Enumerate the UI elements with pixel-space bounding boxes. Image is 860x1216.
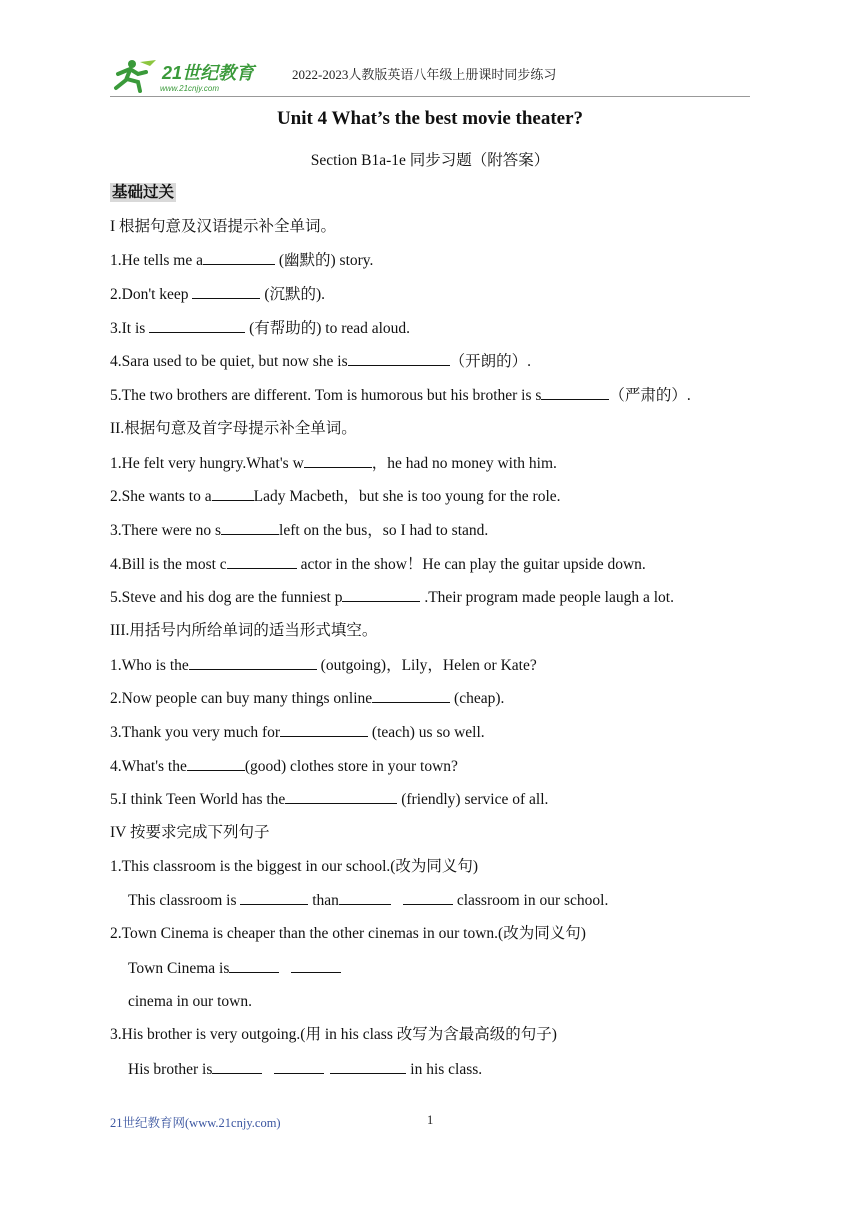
question-2-4: 4.Bill is the most c actor in the show！He can play the guitar upside down. xyxy=(110,552,760,586)
answer-blank xyxy=(403,888,453,905)
logo-text: 21世纪教育 xyxy=(162,63,255,83)
answer-blank xyxy=(212,1057,262,1074)
question-3-4: 4.What's the (good) clothes store in your town? xyxy=(110,754,760,788)
answer-blank xyxy=(372,686,450,703)
answer-blank xyxy=(285,787,397,804)
question-4-3-answer: His brother is in his class. xyxy=(110,1057,760,1091)
answer-blank xyxy=(274,1057,324,1074)
answer-blank xyxy=(187,754,245,771)
footer-site-link[interactable]: 21世纪教育网(www.21cnjy.com) xyxy=(110,1116,281,1130)
answer-blank xyxy=(280,720,368,737)
answer-blank xyxy=(221,518,279,535)
section-heading xyxy=(110,181,760,215)
question-1-4: 4.Sara used to be quiet, but now she is （开朗的）. xyxy=(110,349,760,383)
page-number: 1 xyxy=(427,1113,434,1127)
answer-blank xyxy=(149,316,245,333)
question-4-2-prompt: 2.Town Cinema is cheaper than the other cinemas in our town.(改为同义句) xyxy=(110,925,586,943)
question-4-2-answer: Town Cinema is xyxy=(110,956,760,990)
header-title: 2022-2023人教版英语八年级上册课时同步练习 xyxy=(292,67,557,82)
answer-blank xyxy=(227,552,297,569)
question-4-3-prompt: 3.His brother is very outgoing.(用 in his class 改写为含最高级的句子) xyxy=(110,1026,557,1044)
header-divider xyxy=(110,96,750,97)
answer-blank xyxy=(541,383,609,400)
answer-blank xyxy=(192,282,260,299)
logo xyxy=(110,58,278,94)
question-1-5: 5.The two brothers are different. Tom is humorous but his brother is s （严肃的）. xyxy=(110,383,760,417)
answer-blank xyxy=(342,585,420,602)
question-2-1: 1.He felt very hungry.What's w ，he had no money with him. xyxy=(110,451,760,485)
section-3-title: III.用括号内所给单词的适当形式填空。 xyxy=(110,621,378,639)
question-4-1-prompt: 1.This classroom is the biggest in our school.(改为同义句) xyxy=(110,857,479,875)
question-4-2-continuation: cinema in our town. xyxy=(128,992,252,1010)
answer-blank xyxy=(203,248,275,265)
question-3-5: 5.I think Teen World has the (friendly) service of all. xyxy=(110,787,760,821)
answer-blank xyxy=(348,349,450,366)
question-2-3: 3.There were no s left on the bus，so I had to stand. xyxy=(110,518,760,552)
answer-blank xyxy=(212,484,254,501)
section-1-title: I 根据句意及汉语提示补全单词。 xyxy=(110,217,337,235)
question-1-2: 2.Don't keep (沉默的). xyxy=(110,282,760,316)
question-1-1: 1.He tells me a (幽默的) story. xyxy=(110,248,760,282)
runner-icon xyxy=(116,60,156,91)
question-2-5: 5.Steve and his dog are the funniest p .Their program made people laugh a lot. xyxy=(110,585,760,619)
page-subtitle: Section B1a-1e 同步习题（附答案） xyxy=(310,152,550,169)
question-3-3: 3.Thank you very much for (teach) us so well. xyxy=(110,720,760,754)
question-2-2: 2.She wants to a Lady Macbeth，but she is too young for the role. xyxy=(110,484,760,518)
question-4-1-answer: This classroom is than classroom in our school. xyxy=(110,888,760,922)
answer-blank xyxy=(304,451,372,468)
heading-label: 基础过关 xyxy=(112,184,175,201)
section-2-title: II.根据句意及首字母提示补全单词。 xyxy=(110,419,357,437)
logo-url-text: www.21cnjy.com xyxy=(160,84,219,93)
answer-blank xyxy=(189,653,317,670)
answer-blank xyxy=(291,956,341,973)
answer-blank xyxy=(330,1057,406,1074)
answer-blank xyxy=(339,888,391,905)
question-3-2: 2.Now people can buy many things online (cheap). xyxy=(110,686,760,720)
answer-blank xyxy=(240,888,308,905)
worksheet-body xyxy=(110,181,760,1091)
section-4-title: IV 按要求完成下列句子 xyxy=(110,824,270,842)
question-1-3: 3.It is (有帮助的) to read aloud. xyxy=(110,316,760,350)
question-3-1: 1.Who is the (outgoing)，Lily，Helen or Kate? xyxy=(110,653,760,687)
page-header xyxy=(110,58,750,98)
answer-blank xyxy=(229,956,279,973)
page-title: Unit 4 What’s the best movie theater? xyxy=(276,108,584,129)
